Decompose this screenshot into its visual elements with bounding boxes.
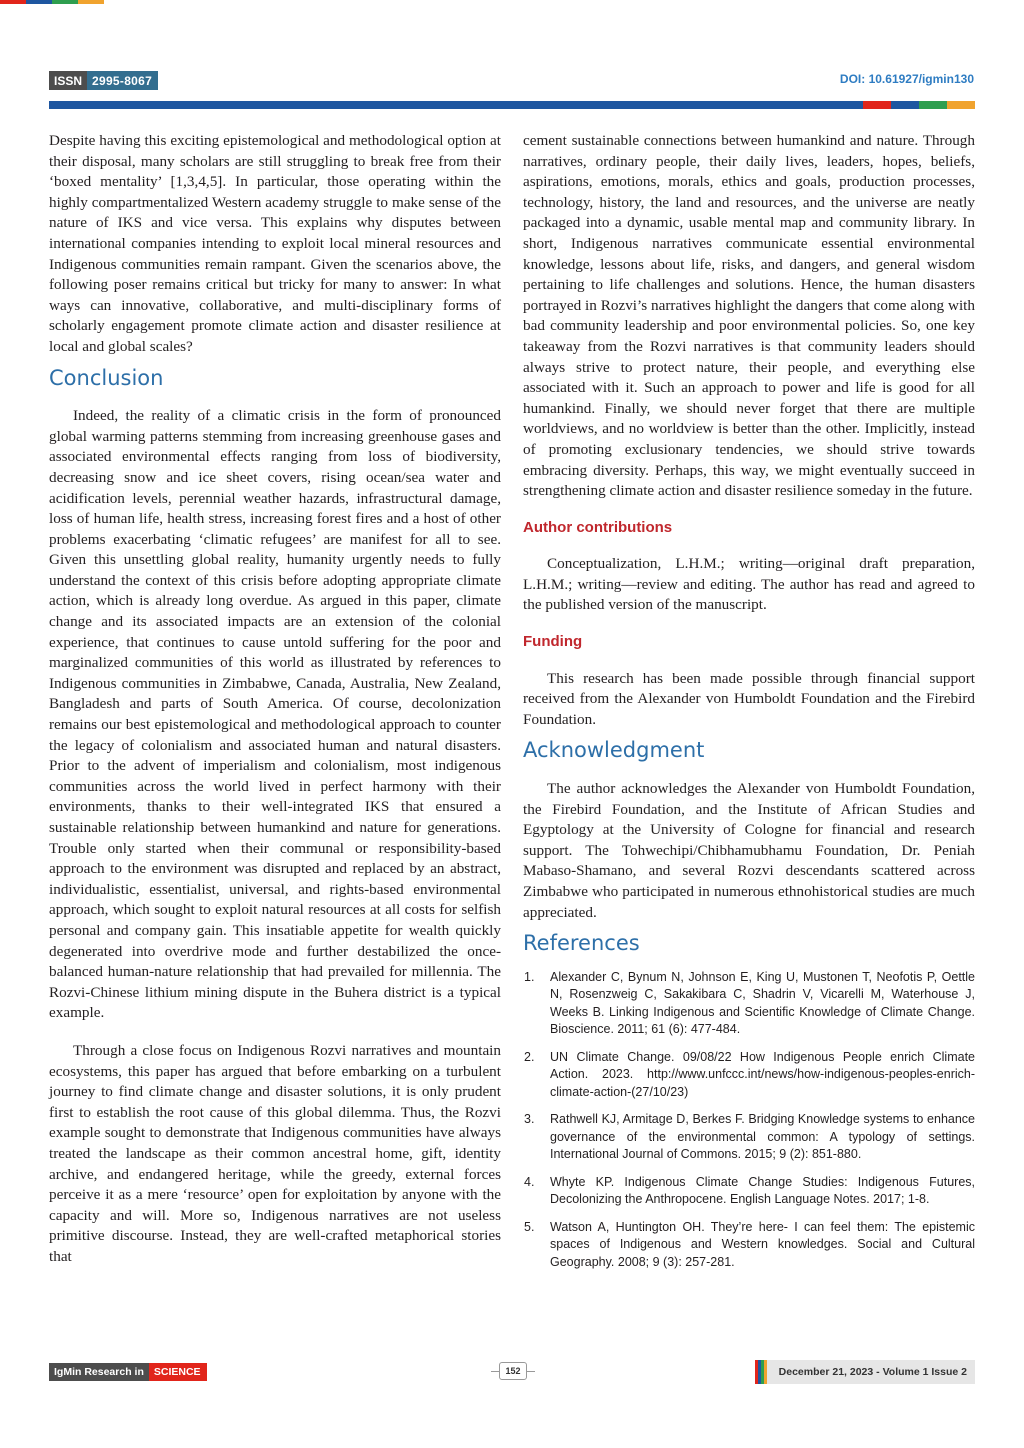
reference-item (523, 1111, 975, 1164)
funding-text: This research has been made possible through financial support received from the Alexander von Humboldt Foundation and the Firebird Foundation. (523, 669, 975, 728)
journal-subject: SCIENCE (149, 1363, 207, 1381)
strip-green (52, 0, 78, 4)
reference-text: Rathwell KJ, Armitage D, Berkes F. Bridging Knowledge systems to enhance governance of the environmental common: A typology of settings. International Journal of Commons. 2015; 9 (2): 851-880. (550, 1112, 975, 1162)
acknowledgment-text: The author acknowledges the Alexander von Humboldt Foundation, the Firebird Foundation, and the Institute of African Studies and Egyptology at the University of Cologne for financial and research support. The Tohwechipi/Chibhamubhamu Foundation, Dr. Peniah Mabaso-Shamano, and several Rozvi descendants scattered across Zimbabwe who participated in numerous ethnohistorical studies are much appreciated. (523, 780, 975, 921)
references-list (523, 969, 975, 1272)
funding-heading: Funding (523, 633, 583, 651)
page-number: 152 (499, 1362, 526, 1380)
reference-number: 5. (524, 1219, 535, 1234)
doi-link[interactable]: DOI: 10.61927/igmin130 (839, 72, 974, 86)
author-contributions-heading: Author contributions (523, 518, 673, 536)
author-contributions-text: Conceptualization, L.H.M.; writing—original draft preparation, L.H.M.; writing—review and editing. The author has read and agreed to the published version of the manuscript. (523, 555, 975, 614)
right-column (523, 131, 975, 1281)
issn-badge (49, 71, 158, 90)
reference-text[interactable]: UN Climate Change. 09/08/22 How Indigenous People enrich Climate Action. 2023. http://www.unfccc.int/news/how-indigenous-peoples-enrich-climate-action-(27/10/23) (550, 1049, 975, 1099)
issue-badge (755, 1360, 975, 1384)
top-color-strip (0, 0, 104, 4)
reference-item (523, 1174, 975, 1209)
reference-number: 3. (524, 1112, 535, 1127)
reference-text: Whyte KP. Indigenous Climate Change Studies: Indigenous Futures, Decolonizing the Anthropocene. English Language Notes. 2017; 1-8. (550, 1174, 975, 1207)
reference-item (523, 1049, 975, 1102)
header-rule (49, 101, 975, 109)
conclusion-heading: Conclusion (49, 365, 164, 390)
issn-label: ISSN (49, 71, 87, 90)
left-column (49, 131, 501, 1267)
reference-text: Alexander C, Bynum N, Johnson E, King U, Mustonen T, Neofotis P, Oettle N, Rosenzweig C, Sakakibara C, Shadrin V, Vicarelli M, Waterhouse J, Weeks B. Linking Indigenous and Scientific Knowledge of Climate Change. Bioscience. 2011; 61 (6): 477-484. (550, 969, 975, 1037)
issue-color-bars (755, 1360, 767, 1384)
rule-red (863, 101, 891, 109)
issn-value: 2995-8067 (87, 71, 158, 90)
issue-info: December 21, 2023 - Volume 1 Issue 2 (767, 1360, 975, 1384)
acknowledgment-heading: Acknowledgment (523, 738, 705, 763)
rule-green (919, 101, 947, 109)
header-rule-main (49, 101, 863, 109)
conclusion-paragraph-1: Indeed, the reality of a climatic crisis in the form of pronounced global warming patterns stemming from increasing greenhouse gases and associated environmental effects ranging from loss of biodiversity, decreasing snow and ice sheet covers, rising ocean/sea water and acidification levels, perennial weather hazards, infrastructural damage, loss of human life, health stress, increasing forest fires and a host of other problems exacerbating ‘climatic refugees’ are manifest for all to see. Given this unsettling global reality, humanity urgently needs to fully understand the context of this crisis before adopting appropriate climate action, which is already long overdue. As argued in this paper, climate change and its associated impacts are an extension of the colonial experience, that continues to cause untold suffering for the poor and marginalized communities of this world as illustrated by references to Indigenous communities in Zimbabwe, Canada, Australia, New Zealand, Bangladesh and parts of South America. Of course, decolonization remains our best epistemological and methodological approach to counter the legacy of colonialism and associated human and natural disasters. Prior to the advent of imperialism and colonialism, most indigenous communities across the world lived in perfect harmony with their environments, thanks to their well-integrated IKS that ensured a sustainable relationship between humankind and nature for generations. Trouble only started when their communal or responsibility-based approach to the environment was disrupted and replaced by an abstract, individualistic, essentialist, universal, and rights-based environmental approach, which sought to exploit natural resources at all costs for selfish personal and company gain. This insatiable appetite for wealth quickly degenerated into overdrive mode and further destabilized the once-balanced human-nature relationship that had prevailed for millennia. The Rozvi-Chinese lithium mining dispute in the Buhera district is a typical example. (49, 407, 501, 1022)
continuation-paragraph: cement sustainable connections between humankind and nature. Through narratives, ordinary people, their daily lives, leaders, hopes, beliefs, aspirations, emotions, morals, ethics and goals, production processes, technology, history, the land and resources, and the universe are neatly packaged into a dynamic, usable mental map and community library. In short, Indigenous narratives communicate essential environmental knowledge, lessons about life, risks, and dangers, and general wisdom pertaining to life challenges and solutions. Hence, the human disasters portrayed in Rozvi’s narratives highlight the dangers that come along with bad community leadership and poor environmental policies. So, one key takeaway from the Rozvi narratives is that community leaders should always strive to protect nature, their people, and everything else associated with it. Such an approach to power and life is good for all humankind. Finally, we should never forget that there are multiple worldviews, and no worldview is better than the other. Implicitly, instead of promoting exclusionary tendencies, we should strive towards embracing diversity. Perhaps, this way, we might eventually succeed in strengthening climate action and disaster resilience someday in the future. (523, 132, 975, 500)
strip-blue (26, 0, 52, 4)
reference-number: 2. (524, 1049, 535, 1064)
reference-number: 4. (524, 1174, 535, 1189)
reference-number: 1. (524, 969, 535, 984)
strip-orange (78, 0, 104, 4)
intro-paragraph: Despite having this exciting epistemological and methodological option at their disposal, many scholars are still struggling to break free from their ‘boxed mentality’ [1,3,4,5]. In particular, those operating within the highly compartmentalized Western academy struggle to make sense of the nature of IKS and vice versa. This explains why disputes between international companies intending to exploit local mineral resources and Indigenous communities remain rampant. Given the scenarios above, the following poser remains critical but tricky for many to answer: In what ways can innovative, collaborative, and multi-disciplinary forms of scholarly engagement promote climate action and disaster resilience at local and global scales? (49, 132, 501, 355)
references-heading: References (523, 931, 640, 956)
reference-item (523, 969, 975, 1039)
page-number-box (491, 1356, 535, 1386)
journal-prefix: IgMin Research in (49, 1363, 149, 1381)
strip-red (0, 0, 26, 4)
reference-item (523, 1219, 975, 1272)
conclusion-paragraph-2: Through a close focus on Indigenous Rozvi narratives and mountain ecosystems, this paper has argued that before embarking on a turbulent journey to find climate change and disaster solutions, it is only prudent first to establish the root cause of this global dilemma. Thus, the Rozvi example sought to demonstrate that Indigenous communities have always treated the landscape as their common ancestral home, gift, identity archive, and endangered heritage, while the greedy, external forces perceive it as a mere ‘resource’ open for exploitation by anyone with the capacity and will. More so, Indigenous narratives are not useless primitive discourse. Instead, they are well-crafted metaphorical stories that (49, 1041, 501, 1265)
rule-orange (947, 101, 975, 109)
reference-text: Watson A, Huntington OH. They’re here- I can feel them: The epistemic spaces of Indigenous and Western knowledges. Social and Cultural Geography. 2008; 9 (3): 257-281. (550, 1219, 975, 1269)
journal-badge (49, 1363, 207, 1381)
rule-blue (891, 101, 919, 109)
